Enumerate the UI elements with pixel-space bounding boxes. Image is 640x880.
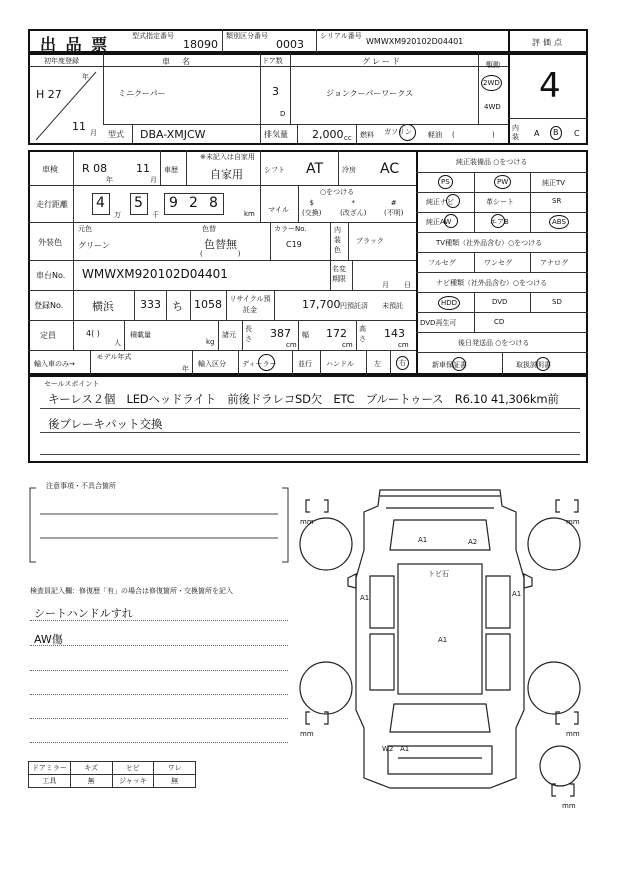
tv-full: フルセグ: [428, 259, 456, 267]
divider: [416, 332, 588, 333]
divider: [508, 118, 588, 119]
drive-2wd-text: 2WD: [483, 79, 500, 87]
name-change-label: 名変期限: [332, 265, 346, 283]
model-value: DBA-XMJCW: [140, 128, 206, 141]
inspection-month: 11: [136, 162, 150, 175]
mm-label-spare: mm: [562, 802, 576, 810]
fuel-text: ガソリン: [384, 128, 412, 136]
first-reg-label: 初年度登録: [44, 57, 79, 65]
note-line-2: AW傷: [34, 633, 63, 646]
divider: [134, 290, 135, 320]
inspection-month-label: 月: [150, 176, 157, 184]
divider: [416, 192, 588, 193]
equip-airbag-text: エアB: [490, 218, 509, 226]
divider: [330, 222, 331, 260]
divider: [260, 150, 261, 185]
divider: [416, 312, 588, 313]
nc-month: 月: [382, 281, 389, 289]
divider: [508, 53, 510, 145]
divider: [298, 185, 299, 222]
divider: [338, 150, 339, 185]
legend-row: [29, 775, 196, 788]
divider: [478, 53, 479, 124]
sales-line-2: 後ブレーキパット交換: [48, 417, 163, 431]
divider: [348, 222, 349, 260]
exchange-option: $ (交換): [302, 199, 322, 217]
divider: [222, 29, 223, 53]
divider: [103, 124, 508, 125]
divider: [73, 150, 74, 350]
divider: [270, 222, 271, 260]
later-manual-text: 取扱説明書: [516, 361, 551, 369]
capacity-unit: 人: [114, 339, 121, 347]
color-no-value: C19: [286, 240, 302, 249]
reg-place: 横浜: [92, 300, 114, 313]
doors-suffix: D: [280, 110, 286, 118]
width-label: 幅: [302, 331, 309, 339]
equip-aw-text: 純正AW: [426, 218, 452, 226]
divider: [416, 212, 588, 213]
class-no-label: 類別区分番号: [226, 32, 268, 40]
nav-cd: CD: [494, 318, 505, 326]
model-year-unit: 年: [182, 365, 189, 373]
mileage-man: 万: [114, 211, 121, 219]
recycle-label-text: リサイクル預託金: [229, 295, 271, 314]
divider: [242, 320, 243, 350]
interior-b: B: [550, 126, 562, 140]
mileage-digit-2: 5: [134, 195, 143, 211]
fuel-label: 燃料: [360, 131, 374, 139]
model-year-text: モデル年式: [96, 353, 132, 361]
drive-2wd: [481, 75, 502, 91]
equip-abs: ABS: [549, 215, 569, 229]
divider: [218, 320, 219, 350]
car-name: ミニクーパー: [118, 89, 166, 98]
divider: [320, 350, 321, 375]
mm-label-fr: mm: [566, 518, 580, 526]
divider: [530, 252, 531, 272]
rule: [30, 670, 288, 671]
type-no-value: 18090: [183, 38, 218, 51]
equip-sr: SR: [552, 197, 562, 205]
reg-class: 333: [140, 298, 161, 311]
parallel-option: 並行: [298, 360, 312, 368]
divider: [508, 29, 510, 53]
divider: [356, 124, 357, 145]
legend-cell: ドアミラー: [29, 762, 71, 775]
disp-unit: cc: [344, 134, 352, 142]
divider: [160, 150, 161, 185]
legend-cell: 工具: [29, 775, 71, 788]
divider: [124, 320, 125, 350]
orig-color-value: グリーン: [78, 241, 110, 250]
handle-left: 左: [374, 360, 381, 368]
len-label: 長さ: [245, 325, 252, 343]
inspection-label: 車検: [42, 165, 58, 174]
drive-label: 駆動: [486, 61, 500, 69]
damage-mark: A1: [400, 745, 410, 753]
load-unit: kg: [206, 338, 215, 346]
divider: [502, 352, 503, 375]
divider: [132, 124, 133, 145]
reg-label: 登録No.: [34, 301, 64, 310]
color-no-label: カラーNo.: [274, 225, 307, 233]
airbag-circle: [491, 214, 505, 228]
height-unit: cm: [398, 341, 409, 349]
serial-label: シリアル番号: [320, 32, 362, 40]
mm-label-rr: mm: [566, 730, 580, 738]
paint-value: 色替無: [204, 238, 237, 251]
sales-label: セールスポイント: [44, 380, 100, 388]
score-value: 4: [539, 66, 561, 106]
inspector-note: 検査員記入欄：修復歴「有」の場合は修復箇所・交換箇所を記入: [30, 587, 233, 595]
divider: [366, 350, 367, 375]
divider: [292, 350, 293, 375]
len-unit: cm: [286, 341, 297, 349]
divider: [28, 350, 416, 351]
note-line-1: シートハンドルすれ: [34, 607, 133, 620]
mileage-digit-1: 4: [96, 195, 105, 211]
legend-cell: キズ: [70, 762, 112, 775]
legend-cell: ジャッキ: [112, 775, 154, 788]
import-div-label: 輸入区分: [198, 360, 226, 368]
altered-option: * (改ざん): [340, 199, 367, 217]
rule: [30, 694, 288, 695]
damage-mark: A1: [512, 590, 522, 598]
color-label: 外装色: [38, 238, 62, 247]
nav-dvd: DVD: [492, 298, 508, 306]
divider: [297, 124, 298, 145]
divider: [274, 290, 275, 320]
legend-cell: ワレ: [154, 762, 196, 775]
width-value: 172: [326, 327, 347, 340]
notes-bracket: [28, 486, 290, 566]
later-warranty-text: 新車保証書: [432, 361, 467, 369]
divider: [416, 272, 588, 273]
light-oil-label: 軽油: [428, 131, 442, 139]
doors-label: ドア数: [262, 57, 283, 65]
dealer-circle: [258, 354, 275, 371]
orig-color-label: 元色: [78, 225, 92, 233]
tv-one: ワンセグ: [484, 259, 512, 267]
fuel-circle: [399, 124, 416, 141]
nc-day: 日: [404, 281, 411, 289]
import-label: 輸入車のみ→: [34, 360, 75, 368]
equip-leather: 革シート: [486, 198, 514, 206]
recycle-unpaid: 未預託: [382, 302, 403, 310]
class-no-value: 0003: [276, 38, 304, 51]
width-unit: cm: [342, 341, 353, 349]
paint-label: 色替: [202, 225, 216, 233]
mile-label: マイル: [268, 206, 289, 214]
roof: [398, 564, 482, 694]
equip-ps: PS: [438, 175, 453, 189]
vin-label: 車台No.: [36, 271, 66, 280]
divider: [530, 292, 531, 312]
rule: [40, 408, 580, 409]
attach-label: ○をつける: [320, 188, 355, 196]
mm-label-rl: mm: [300, 730, 314, 738]
damage-mark: W2: [382, 745, 394, 753]
damage-mark: A1: [438, 636, 448, 644]
manual-circle: [536, 357, 550, 371]
divider: [192, 350, 193, 375]
divider: [90, 350, 91, 375]
shift-label: シフト: [264, 166, 285, 174]
spare-wheel: [540, 746, 580, 786]
damage-mark: トビ石: [428, 570, 449, 578]
drive-4wd: 4WD: [484, 103, 501, 111]
serial-value: WMWXM920102D04401: [366, 37, 464, 46]
inspection-value: R 08: [82, 162, 108, 175]
equip-title: 純正装備品 ○をつける: [456, 158, 528, 166]
load-label: 積載量: [130, 331, 151, 339]
handle-label: ハンドル: [326, 360, 354, 368]
divider: [316, 29, 317, 53]
score-label: 評価点: [532, 38, 565, 47]
equip-pw: PW: [494, 175, 511, 189]
recycle-label: [228, 294, 272, 316]
len-value: 387: [270, 327, 291, 340]
rule: [30, 718, 288, 719]
divider: [298, 320, 299, 350]
legend-table: [28, 761, 196, 788]
handle-right: 右: [396, 356, 409, 370]
divider: [474, 172, 475, 232]
unknown-option: # (不明): [384, 199, 404, 217]
nav-sd: SD: [552, 298, 562, 306]
tv-title: TV種類（社外品含む）○をつける: [436, 239, 543, 247]
header-frame: [28, 29, 588, 53]
recycle-unit: 円預託済: [340, 302, 368, 310]
nav-title: ナビ種類（社外品含む）○をつける: [436, 279, 548, 287]
divider: [226, 290, 227, 320]
type-no-label: 型式指定番号: [132, 32, 174, 40]
paint-paren: ( ): [200, 250, 241, 258]
history-label: 車歴: [164, 166, 178, 174]
damage-mark: A1: [418, 536, 428, 544]
mileage-sen: 千: [152, 211, 159, 219]
light-oil-paren: ( ): [452, 131, 495, 139]
reg-kana: ち: [172, 300, 183, 313]
divider: [186, 150, 187, 185]
mm-label-fl: mm: [300, 518, 314, 526]
legend-cell: 無: [70, 775, 112, 788]
nav-dvd-play: DVD再生可: [420, 319, 457, 327]
mileage-digit-3: 9: [169, 195, 178, 211]
divider: [416, 292, 588, 293]
divider: [474, 292, 475, 332]
shift-value: AT: [306, 161, 324, 177]
divider: [238, 350, 239, 375]
car-name-label: 車 名: [162, 57, 192, 66]
rule: [30, 620, 288, 621]
legend-cell: 無: [154, 775, 196, 788]
int-color-value: ブラック: [356, 237, 384, 245]
divider: [28, 222, 416, 223]
divider: [260, 185, 261, 222]
vin-value: WMWXM920102D04401: [82, 267, 228, 281]
divider: [103, 53, 104, 124]
divider: [474, 252, 475, 272]
model-year-label: [96, 352, 132, 362]
divider: [356, 320, 357, 350]
legend-cell: ヒビ: [112, 762, 154, 775]
rear-left-wheel: [300, 662, 352, 714]
mileage-label: 走行距離: [36, 200, 68, 209]
disp-value: 2,000: [312, 128, 344, 141]
nav-hdd: HDD: [438, 296, 460, 310]
form-title: 出 品 票: [40, 35, 110, 54]
later-title: 後日発送品 ○をつける: [458, 339, 530, 347]
mileage-digit-5: 8: [209, 195, 218, 211]
reg-no: 1058: [194, 298, 222, 311]
sales-line-1: キーレス２個 LEDヘッドライト 前後ドラレコSD欠 ETC ブルートゥース R6.10 41,306km前: [48, 392, 559, 406]
capacity-value: 4( ): [86, 329, 100, 338]
ac-value: AC: [380, 161, 400, 177]
divider: [166, 290, 167, 320]
first-reg-month: 11: [72, 120, 86, 133]
mileage-km: km: [244, 210, 255, 218]
divider: [28, 260, 416, 261]
divider: [28, 290, 416, 291]
disp-label: 排気量: [264, 130, 288, 139]
damage-mark: A2: [468, 538, 478, 546]
rule: [40, 432, 580, 433]
interior-label: 内装: [512, 124, 519, 141]
divider: [416, 232, 588, 233]
ac-label: 冷房: [342, 166, 356, 174]
divider: [416, 150, 418, 375]
rear-right-wheel: [528, 662, 580, 714]
history-value: 自家用: [210, 168, 243, 181]
divider: [330, 260, 331, 290]
divider: [28, 185, 416, 186]
dims-label: 諸元: [222, 331, 236, 339]
divider: [290, 53, 291, 124]
divider: [416, 252, 588, 253]
tv-analog: アナログ: [540, 259, 568, 267]
inspection-year-label: 年: [106, 176, 113, 184]
divider: [190, 290, 191, 320]
month-label: 月: [90, 129, 97, 137]
model-label: 型式: [108, 130, 124, 139]
grade-label: グレード: [362, 57, 402, 66]
aw-circle: [444, 214, 458, 228]
interior-c: C: [574, 129, 580, 138]
rule: [40, 454, 580, 455]
capacity-label: 定員: [40, 331, 56, 340]
equip-tv: 純正TV: [542, 179, 566, 187]
divider: [530, 172, 531, 232]
mileage-digit-4: 2: [189, 195, 198, 211]
divider: [352, 260, 353, 290]
notes-title: 注意事項・不具合箇所: [46, 482, 116, 490]
car-diagram: [290, 478, 590, 818]
doors-value: 3: [272, 85, 279, 98]
divider: [390, 350, 391, 375]
interior-a: A: [534, 129, 540, 138]
height-value: 143: [384, 327, 405, 340]
year-label: 年: [82, 73, 89, 81]
equip-navi-text: 純正ナビ: [426, 198, 454, 206]
rule: [30, 645, 288, 646]
int-color-label: 内装色: [334, 226, 341, 254]
damage-mark: A1: [360, 594, 370, 602]
history-note: ※未記入は自家用: [200, 153, 255, 161]
recycle-value: 17,700: [302, 298, 341, 311]
first-reg-year: H 27: [36, 88, 62, 101]
legend-row: [29, 762, 196, 775]
navi-circle: [446, 194, 460, 208]
grade-value: ジョンクーパーワークス: [326, 89, 414, 98]
divider: [28, 320, 416, 321]
height-label: 高さ: [359, 325, 366, 343]
warranty-circle: [452, 357, 466, 371]
dealer-option: ディーラー: [242, 360, 277, 368]
divider: [416, 172, 588, 173]
rule: [30, 742, 288, 743]
